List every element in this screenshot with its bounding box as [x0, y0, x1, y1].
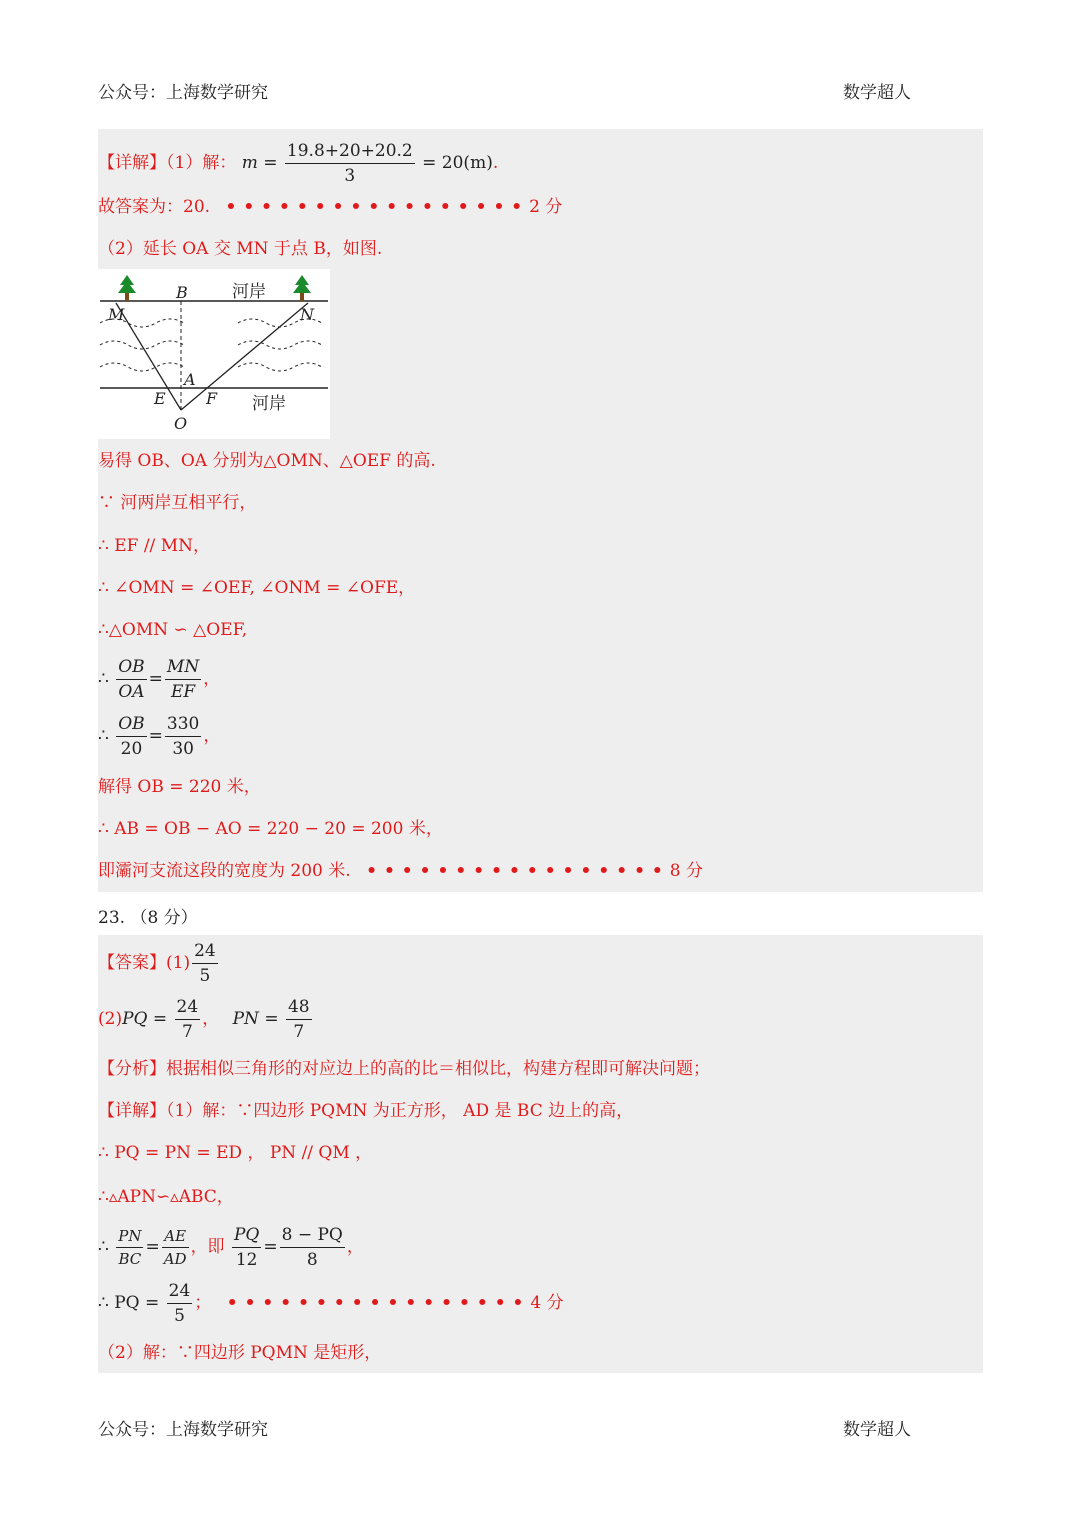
period: .	[492, 153, 499, 173]
denominator: 12	[235, 1250, 258, 1270]
q23-solution-box	[98, 935, 983, 1373]
header-right: 数学超人	[843, 83, 911, 103]
q23-detail-1: 【详解】（1）解：∵四边形 PQMN 为正方形， AD 是 BC 边上的高，	[98, 1101, 634, 1121]
fraction-8-PQ-8	[280, 1223, 345, 1272]
answer-label: 【答案】(1)	[98, 953, 191, 973]
q22-mean-result: = 20(m)	[422, 153, 493, 173]
score-label: 4 分	[530, 1293, 564, 1313]
q22-line-1: 【详解】（1）解： m = $\frac{19.8+20+20.2}{3}$ = 20(m).	[98, 141, 499, 186]
fraction-numerator: 19.8+20+20.2	[285, 139, 415, 164]
fraction-OB-OA	[116, 655, 146, 704]
numerator: 330	[165, 712, 201, 737]
fraction-24-7	[175, 995, 201, 1044]
label-B: B	[176, 283, 188, 302]
denominator: AD	[163, 1250, 187, 1268]
score-dots: •••••••••••••••••	[225, 197, 530, 217]
river-diagram	[98, 269, 330, 439]
label-O: O	[174, 414, 188, 433]
q22-line-2	[98, 195, 562, 219]
q22-line-11: 解得 OB = 220 米，	[98, 777, 261, 797]
header-left: 公众号：上海数学研究	[98, 83, 268, 103]
denominator: 8	[306, 1250, 318, 1270]
fraction-denominator: 3	[344, 166, 356, 186]
numerator: MN	[166, 657, 200, 677]
q22-line-9: ∴ $\frac{OB}{OA}$ = $\frac{MN}{EF}$ ，	[98, 657, 221, 702]
denominator: 7	[293, 1022, 305, 1042]
fraction-PQ-12	[232, 1223, 261, 1272]
q23-detail-4: ∴ $\frac{PN}{BC}$ = $\frac{AE}{AD}$ ，即 $\frac{PQ}{12}$ = $\frac{8 - PQ}{8}$ ，	[98, 1225, 364, 1270]
label-E: E	[154, 389, 166, 408]
numerator: 24	[175, 995, 201, 1020]
q23-detail-3: ∴▵APN∽▵ABC，	[98, 1187, 234, 1207]
fraction-MN-EF	[165, 655, 201, 704]
fraction-AE-AD	[162, 1225, 189, 1270]
numerator: OB	[118, 714, 145, 734]
score-label: 2 分	[529, 197, 563, 217]
q23-answer-1	[98, 939, 220, 988]
numerator: OB	[118, 657, 145, 677]
q22-line-13	[98, 859, 703, 883]
q22-line-3: （2）延长 OA 交 MN 于点 B，如图.	[98, 239, 383, 259]
score-label: 8 分	[669, 861, 704, 881]
q22-line-8: ∴△OMN ∽ △OEF,	[98, 620, 248, 640]
var-PN: PN	[232, 1009, 259, 1029]
score-dots: •••••••••••••••••	[226, 1293, 531, 1313]
q22-mean-fraction	[285, 139, 415, 188]
denominator: 5	[199, 966, 211, 986]
numerator: PQ	[233, 1225, 260, 1245]
numerator: 48	[286, 995, 312, 1020]
fraction-48-7	[286, 995, 312, 1044]
denominator: OA	[118, 682, 145, 702]
q23-analysis: 【分析】根据相似三角形的对应边上的高的比＝相似比，构建方程即可解决问题；	[98, 1059, 710, 1079]
label-F: F	[206, 389, 218, 408]
footer-right: 数学超人	[843, 1420, 911, 1440]
q22-detail-label: 【详解】（1）解：	[98, 153, 237, 173]
connector-text: ，即	[190, 1237, 225, 1257]
q22-final-answer: 即灞河支流这段的宽度为 200 米.	[98, 861, 351, 881]
q23-title: 23. （8 分）	[98, 908, 198, 928]
q23-detail-6: （2）解：∵四边形 PQMN 是矩形，	[98, 1343, 382, 1363]
var-m: m	[241, 153, 258, 173]
diagram-background	[98, 269, 330, 439]
var-PQ: PQ	[122, 1009, 148, 1029]
q22-answer-1: 故答案为：20.	[98, 197, 211, 217]
denominator: 7	[181, 1022, 193, 1042]
q23-answer-2: (2)PQ = $\frac{24}{7}$ ， PN = $\frac{48}{7}$	[98, 997, 310, 1042]
numerator: 8 − PQ	[280, 1223, 345, 1248]
answer-2-label: (2)	[98, 1009, 123, 1029]
numerator: 24	[167, 1279, 193, 1304]
q22-line-5: ∵ 河两岸互相平行，	[98, 493, 257, 513]
numerator: PN	[118, 1227, 142, 1245]
q23-detail-5: ∴ PQ = $\frac{24}{5}$ ； •••••••••••••••••4 分	[98, 1281, 564, 1326]
q22-solution-box	[98, 129, 983, 892]
denominator: 30	[172, 739, 194, 759]
fraction-24-5	[192, 939, 218, 988]
fraction-330-30	[165, 712, 201, 761]
lhs-PQ: ∴ PQ =	[98, 1293, 160, 1313]
fraction-OB-20	[116, 712, 146, 761]
q22-line-6: ∴ EF // MN，	[98, 536, 210, 556]
q22-line-7: ∴ ∠OMN = ∠OEF, ∠ONM = ∠OFE，	[98, 578, 416, 598]
q22-line-12: ∴ AB = OB − AO = 220 − 20 = 200 米，	[98, 819, 443, 839]
denominator: EF	[170, 682, 196, 702]
label-bank-bottom: 河岸	[252, 394, 286, 414]
fraction-PN-BC	[116, 1225, 143, 1270]
q22-line-10: ∴ $\frac{OB}{20}$ = $\frac{330}{30}$ ，	[98, 714, 221, 759]
fraction-24-5-result	[167, 1279, 193, 1328]
footer-left: 公众号：上海数学研究	[98, 1420, 268, 1440]
label-M: M	[108, 305, 125, 324]
denominator: 20	[120, 739, 143, 759]
label-N: N	[300, 305, 314, 324]
denominator: 5	[174, 1306, 185, 1326]
q23-detail-2: ∴ PQ = PN = ED ， PN // QM ，	[98, 1143, 373, 1163]
numerator: 24	[192, 939, 218, 964]
numerator: AE	[164, 1227, 187, 1245]
label-bank-top: 河岸	[232, 282, 266, 302]
label-A: A	[184, 370, 196, 389]
score-dots: •••••••••••••••••	[366, 861, 670, 881]
denominator: BC	[118, 1250, 142, 1268]
q22-line-4: 易得 OB、OA 分别为△OMN、△OEF 的高.	[98, 451, 436, 471]
